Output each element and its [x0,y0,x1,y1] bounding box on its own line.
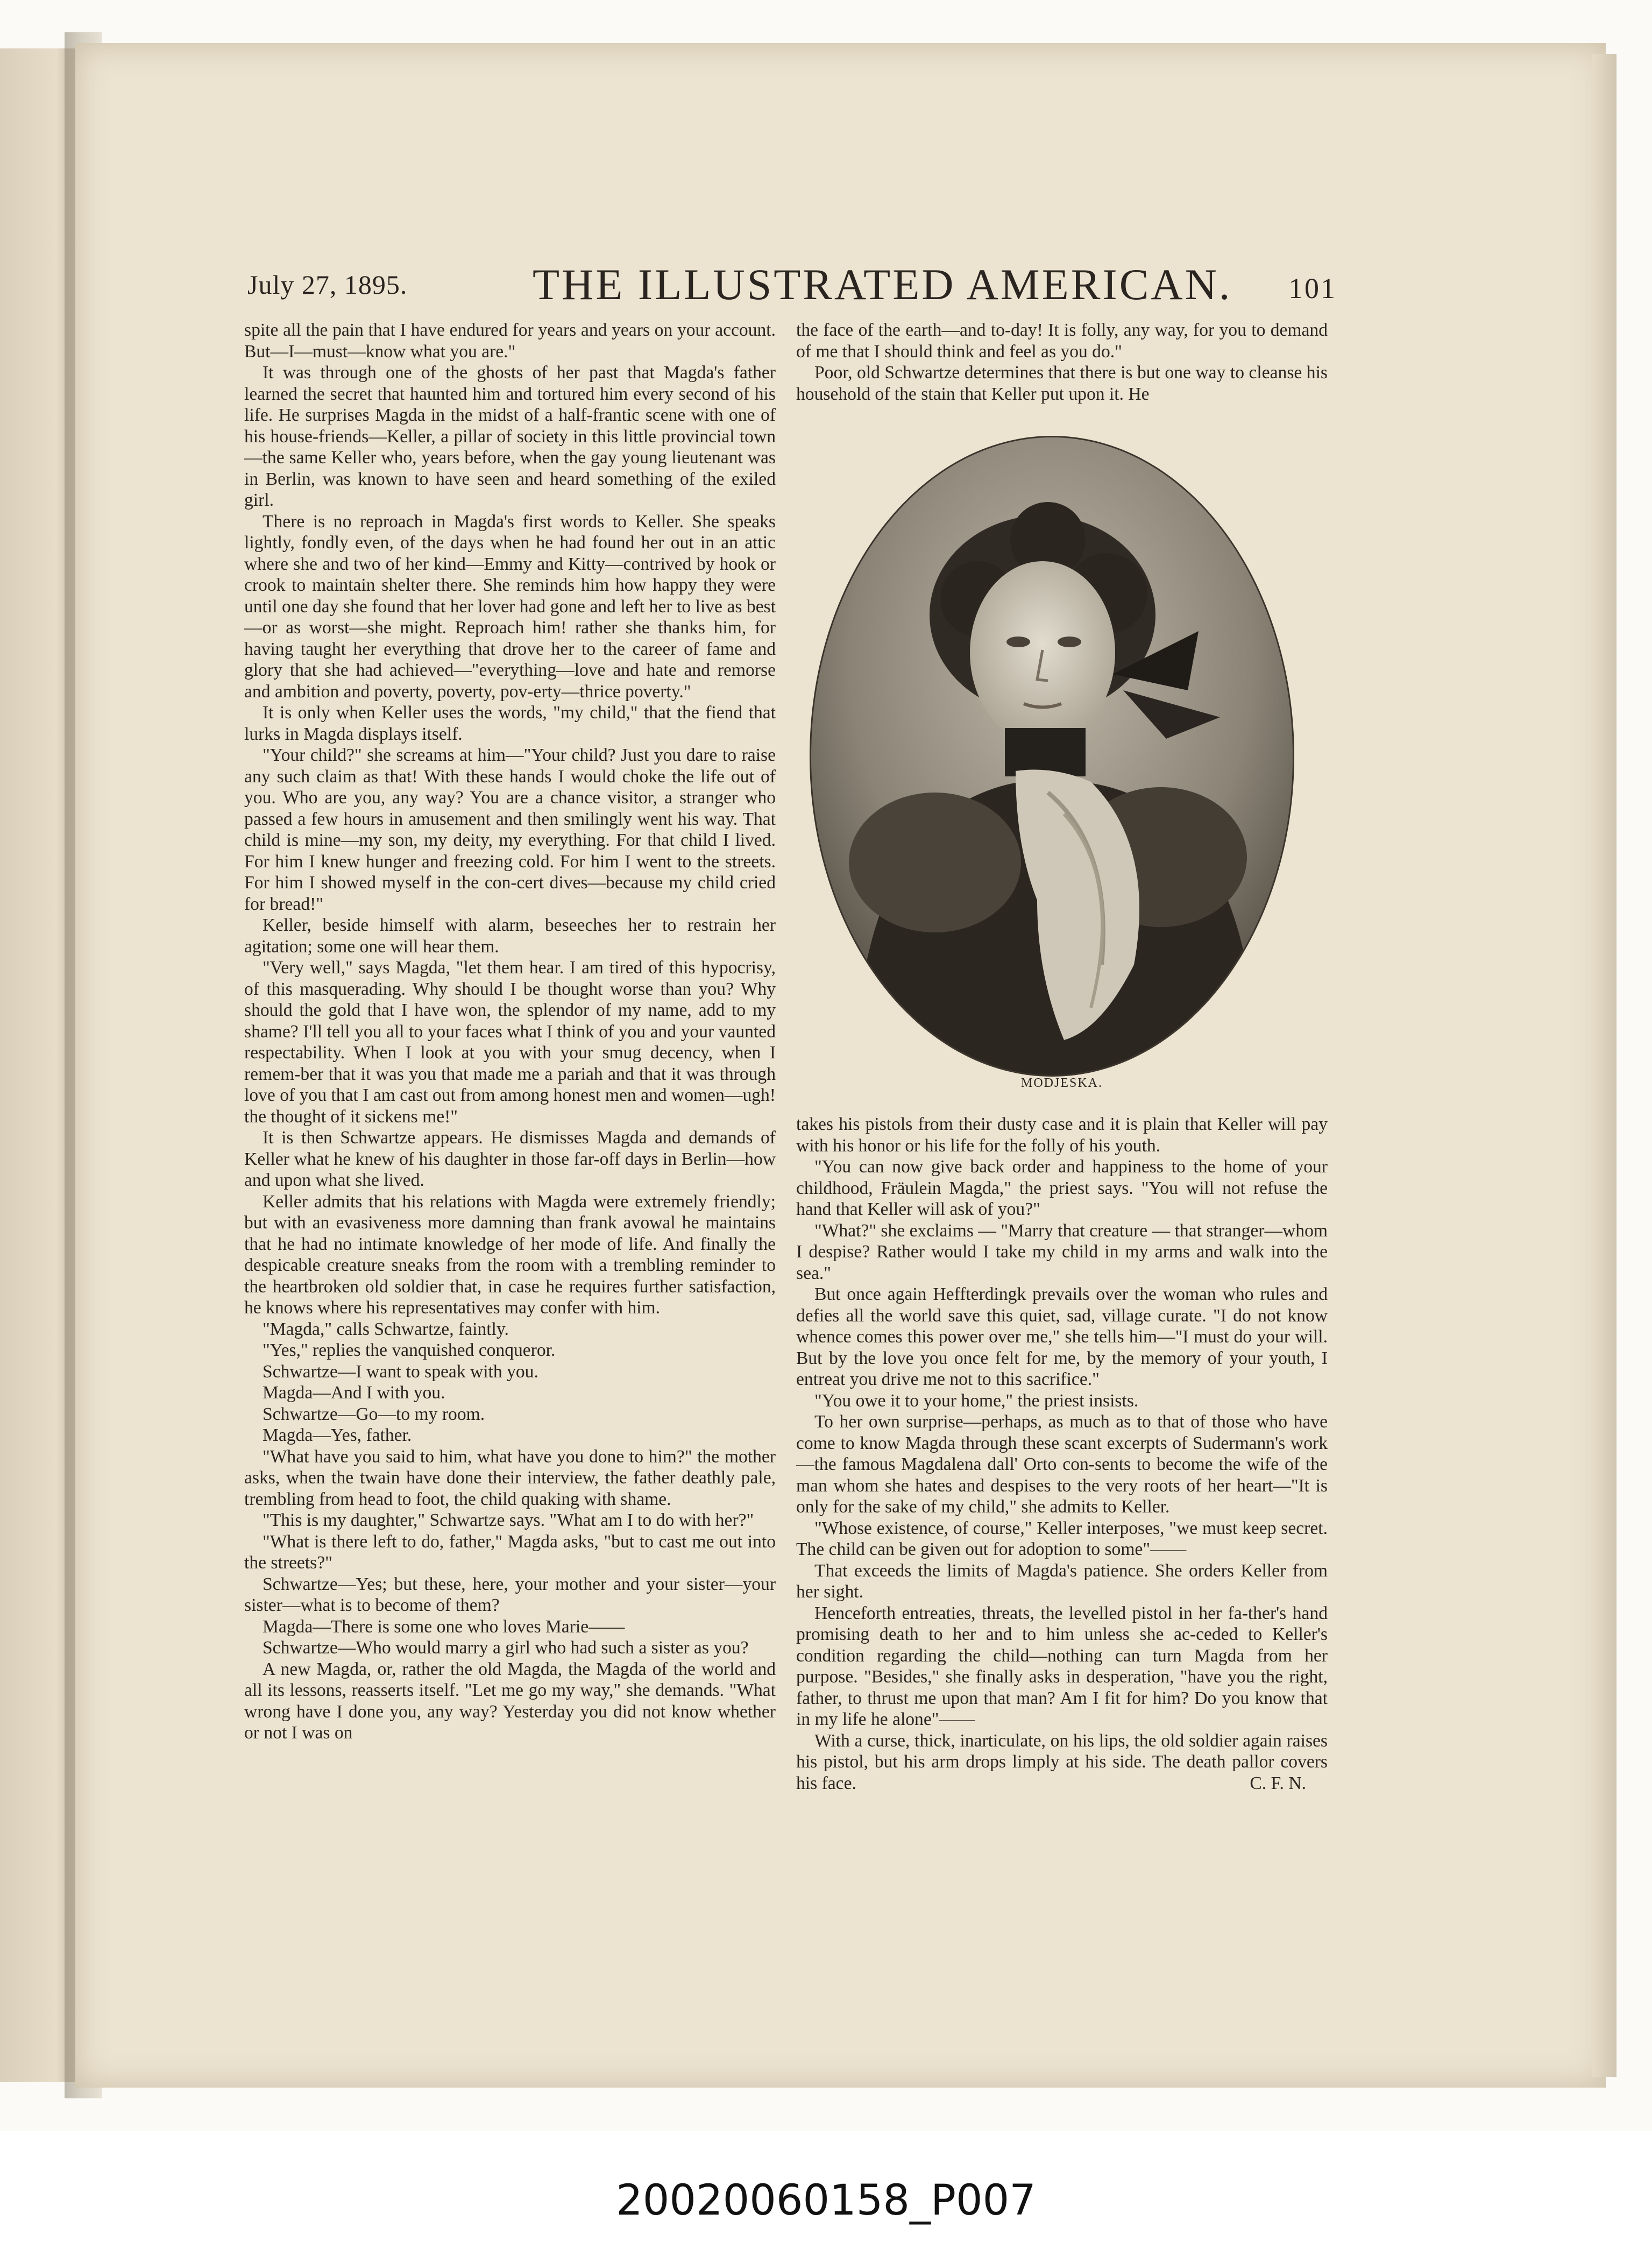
author-signature: C. F. N. [1250,1773,1306,1793]
paragraph: Magda—There is some one who loves Marie—— [263,1616,625,1637]
paragraph: Poor, old Schwartze determines that there is but one way to cleanse his household of the stain that Keller put upon it. He [796,363,1328,404]
paragraph: Magda—Yes, father. [263,1425,412,1445]
paragraph: Schwartze—Yes; but these, here, your mother and your sister—your sister—what is to become of them? [244,1574,776,1615]
portrait-caption: MODJESKA. [1020,1076,1103,1090]
paragraph: "Magda," calls Schwartze, faintly. [263,1319,509,1339]
paragraph: Keller admits that his relations with Magda were extremely friendly; but with an evasiveness more damning than frank avowal he maintains that he had no intimate knowledge of her mode of life. And finally the despicable creature sneaks from the room with a trembling reminder to the heartbroken old soldier that, in case he requires further satisfaction, he knows where his representatives may confer with him. [244,1191,776,1318]
running-head-date: July 27, 1895. [247,270,408,300]
page-number: 101 [1288,272,1337,305]
catalog-identifier: 20020060158_P007 [616,2176,1036,2225]
paragraph: takes his pistols from their dusty case and it is plain that Keller will pay with his honor or his life for the folly of his youth. [796,1114,1328,1156]
paragraph: To her own surprise—perhaps, as much as to that of those who have come to know Magda through these scant excerpts of Sudermann's work—the famous Magdalena dall' Orto con-sents to become the wife of the man whom she hates and despises to the very roots of her heart—"It is only for the sake of my child," she admits to Keller. [796,1412,1328,1517]
paragraph: "Whose existence, of course," Keller interposes, "we must keep secret. The child can be given out for adoption to some"—— [796,1518,1328,1559]
portrait-oval-photo [810,436,1294,1077]
paragraph: Schwartze—I want to speak with you. [263,1361,538,1382]
paragraph: It was through one of the ghosts of her past that Magda's father learned the secret that haunted him and tortured him every second of his life. He surprises Magda in the midst of a half-frantic scene with one of his house-friends—Keller, a pillar of society in this little provincial town—the same Keller who, years before, when the gay young lieutenant was in Berlin, was known to have seen and heard something of the exiled girl. [244,363,776,510]
right-text-column-top [796,320,1328,414]
portrait-figure-graphic [811,437,1293,1075]
paragraph: It is then Schwartze appears. He dismisses Magda and demands of Keller what he knew of his daughter in those far-off days in Berlin—how and upon what she lived. [244,1128,776,1190]
page-edge [1592,54,1616,2077]
paragraph: "You can now give back order and happiness to the home of your childhood, Fräulein Magda," the priest says. "You will not refuse the hand that Keller will ask of you?" [796,1157,1328,1219]
paragraph: But once again Heffterdingk prevails over the woman who rules and defies all the world save this quiet, sad, village curate. "I do not know whence comes this power over me," she tells him—"I must do your will. But by the love you once felt for me, by the memory of your youth, I entreat you drive me not to this sacrifice." [796,1284,1328,1389]
paragraph: That exceeds the limits of Magda's patience. She orders Keller from her sight. [796,1560,1328,1602]
paragraph: Magda—And I with you. [263,1383,445,1403]
paragraph: With a curse, thick, inarticulate, on his lips, the old soldier again raises his pistol, but his arm drops limply at his side. The death pallor covers his face. C. F. N. [796,1730,1328,1793]
paragraph: spite all the pain that I have endured for years and years on your account. But—I—must—know what you are." [244,320,776,362]
paragraph: "Your child?" she screams at him—"Your child? Just you dare to raise any such claim as that! With these hands I would choke the life out of you. Who are you, any way? You are a chance visitor, a stranger who passed a few hours in amusement and then smilingly went his way. That child is mine—my son, my deity, my everything. For that child I lived. For him I knew hunger and freezing cold. For him I went to the streets. For him I showed myself in the con-cert dives—because my child cried for bread!" [244,745,776,914]
paragraph: "You owe it to your home," the priest insists. [814,1390,1139,1411]
paragraph: "What is there left to do, father," Magda asks, "but to cast me out into the streets?" [244,1531,776,1573]
paragraph: "Yes," replies the vanquished conqueror. [263,1340,556,1360]
right-text-column-bottom [796,1114,1328,1889]
paragraph: "What have you said to him, what have you done to him?" the mother asks, when the twain have done their interview, the father deathly pale, trembling from head to foot, the child quaking with shame. [244,1446,776,1509]
paragraph: Henceforth entreaties, threats, the levelled pistol in her fa-ther's hand promising death to her and to him unless she ac-ceded to Keller's condition regarding the child—nothing can turn Magda from her purpose. "Besides," she finally asks in desperation, "have you the right, father, to thrust me upon that man? Am I fit for him? Do you know that in my life he alone"—— [796,1603,1328,1729]
paragraph: Schwartze—Go—to my room. [263,1404,485,1424]
paragraph: "This is my daughter," Schwartze says. "What am I to do with her?" [263,1510,754,1530]
paragraph: "What?" she exclaims — "Marry that creature — that stranger—whom I despise? Rather would I take my child in my arms and walk into the sea." [796,1220,1328,1283]
paragraph: Schwartze—Who would marry a girl who had such a sister as you? [263,1638,749,1658]
paragraph: It is only when Keller uses the words, "my child," that the fiend that lurks in Magda displays itself. [244,703,776,744]
publication-title: THE ILLUSTRATED AMERICAN. [533,260,1232,309]
portrait-illustration [810,436,1291,1073]
paragraph: the face of the earth—and to-day! It is folly, any way, for you to demand of me that I should think and feel as you do." [796,320,1328,362]
paragraph: Keller, beside himself with alarm, beseeches her to restrain her agitation; some one will hear them. [244,915,776,957]
left-text-column [244,320,776,1880]
paragraph: A new Magda, or, rather the old Magda, the Magda of the world and all its lessons, reasserts itself. "Let me go my way," she demands. "What wrong have I done you, any way? Yesterday you did not know whether or not I was on [244,1659,776,1743]
paragraph: "Very well," says Magda, "let them hear. I am tired of this hypocrisy, of this masquerading. Why should I be thought worse than you? Why should the gold that I have won, the splendor of my name, add to my shame? I'll tell you all to your faces what I think of you and your vaunted respectability. When I look at you with your smug decency, when I remem-ber that it was you that made me a pariah and that it was through love of you that I am cast out from among honest men and women—ugh! the thought of it sickens me!" [244,958,776,1127]
paragraph: There is no reproach in Magda's first words to Keller. She speaks lightly, fondly even, of the days when he had found her out in an attic where she and two of her kind—Emmy and Kitty—contrived by hook or crook to maintain shelter there. She reminds him how happy they were until one day she found that her lover had gone and left her to live as best—or as worst—she might. Reproach him! rather she thanks him, for having taught her everything that drove her to the career of fame and glory that she had achieved—"everything—love and hate and remorse and ambition and poverty, poverty, pov-erty—thrice poverty." [244,511,776,702]
